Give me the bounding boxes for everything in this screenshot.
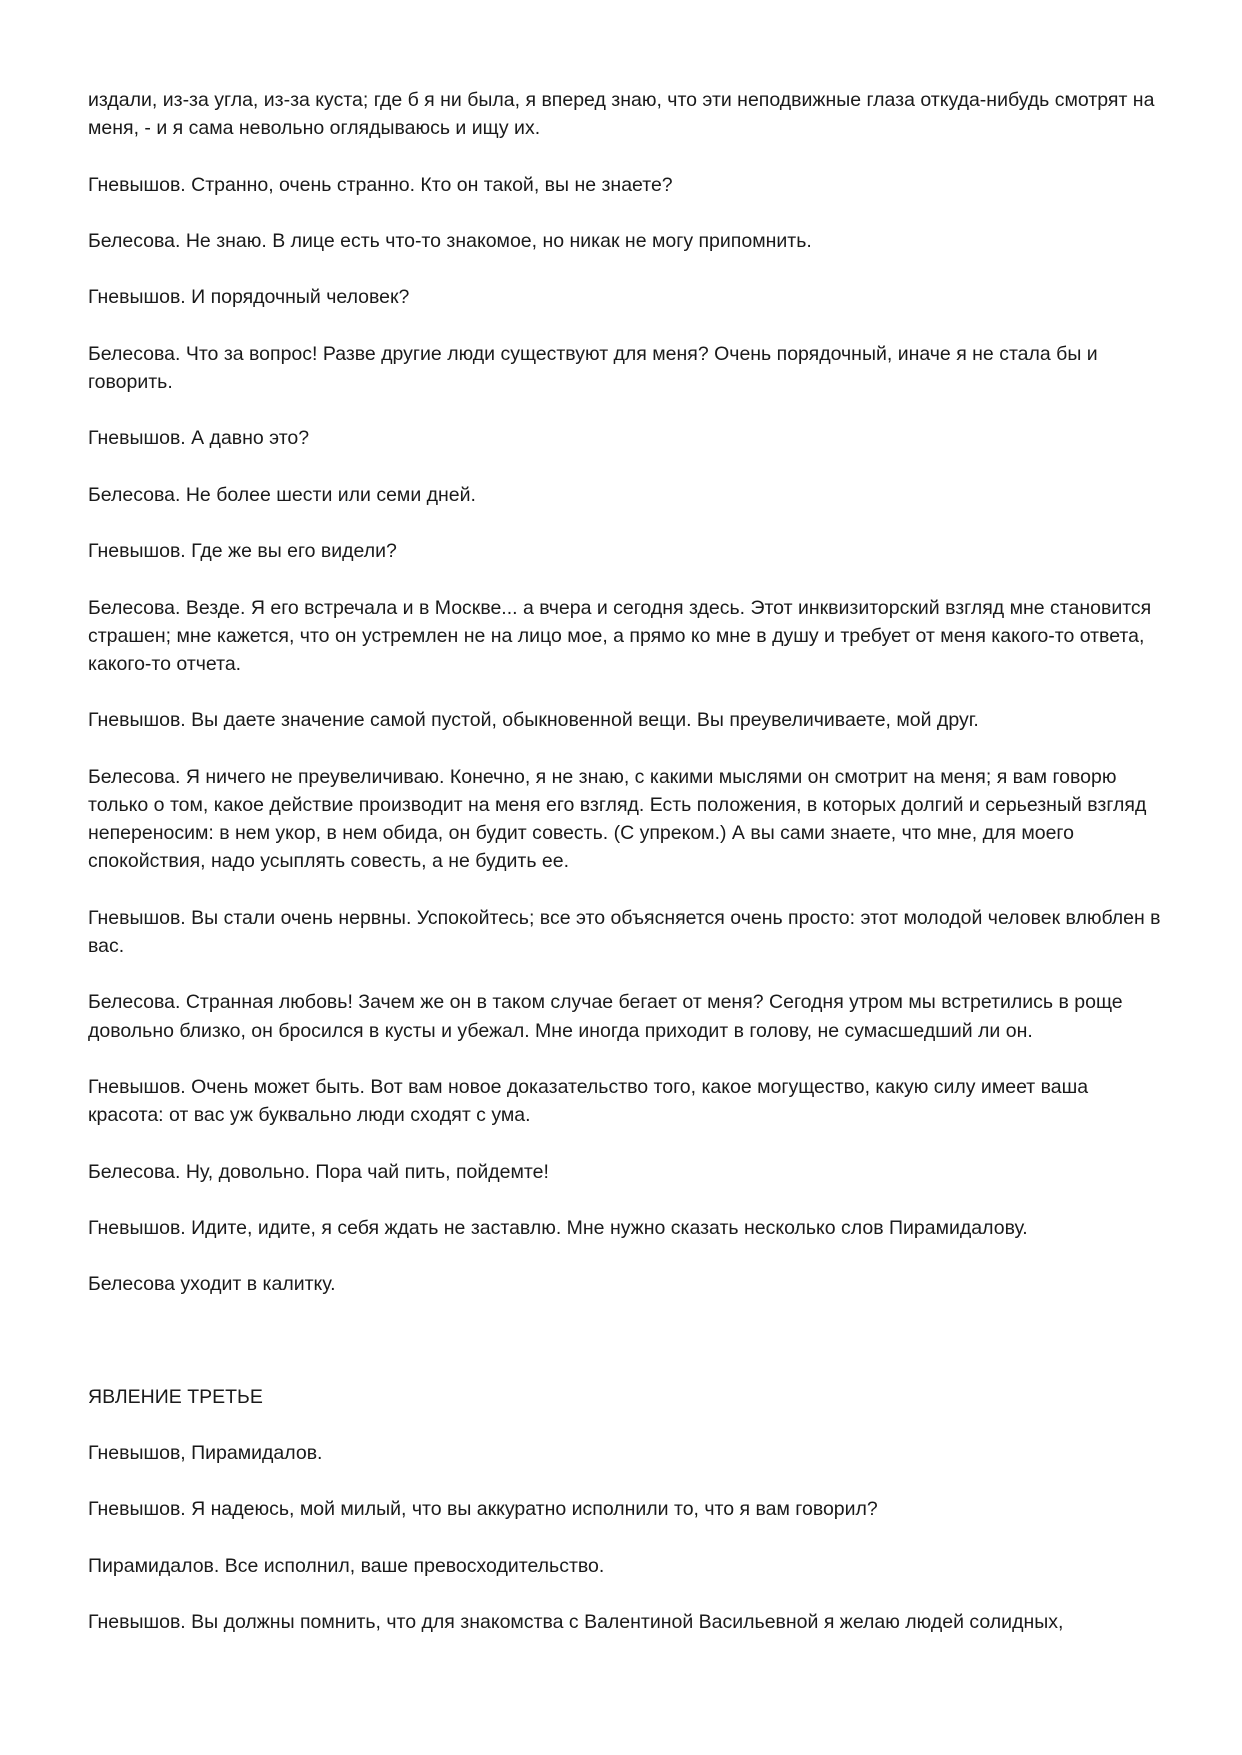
dialogue-paragraph: Белесова. Я ничего не преувеличиваю. Конечно, я не знаю, с какими мыслями он смотрит на меня; я вам говорю только о том, какое действие производит на меня его взгляд. Есть положения, в которых долгий и серьезный взгляд непереносим: в нем укор, в нем обида, он будит совесть. (С упреком.) А вы сами знаете, что мне, для моего спокойствия, надо усыплять совесть, а не будить ее.	[88, 765, 1147, 873]
dialogue-paragraph: Белесова. Не знаю. В лице есть что-то знакомое, но никак не могу припомнить.	[88, 229, 812, 252]
dialogue-paragraph: Гневышов. Очень может быть. Вот вам новое доказательство того, какое могущество, какую силу имеет ваша красота: от вас уж буквально люди сходят с ума.	[88, 1075, 1089, 1127]
character-list: Гневышов, Пирамидалов.	[88, 1442, 323, 1465]
dialogue-paragraph: Гневышов. Идите, идите, я себя ждать не заставлю. Мне нужно сказать несколько слов Пирамидалову.	[88, 1216, 1028, 1239]
dialogue-paragraph: Белесова. Ну, довольно. Пора чай пить, пойдемте!	[88, 1160, 549, 1183]
document-page	[88, 86, 1168, 1665]
dialogue-paragraph: Гневышов. Вы даете значение самой пустой, обыкновенной вещи. Вы преувеличиваете, мой друг.	[88, 709, 979, 732]
dialogue-paragraph: Гневышов. А давно это?	[88, 427, 310, 450]
dialogue-paragraph: Пирамидалов. Все исполнил, ваше превосходительство.	[88, 1554, 605, 1577]
dialogue-paragraph: Гневышов. Вы стали очень нервны. Успокойтесь; все это объясняется очень просто: этот молодой человек влюблен в вас.	[88, 906, 1161, 957]
dialogue-paragraph: Гневышов. Вы должны помнить, что для знакомства с Валентиной Васильевной я желаю людей солидных,	[88, 1611, 1064, 1634]
dialogue-paragraph: Белесова. Везде. Я его встречала и в Москве... а вчера и сегодня здесь. Этот инквизиторский взгляд мне становится страшен; мне кажется, что он устремлен не на лицо мое, а прямо ко мне в душу и требует от меня какого-то ответа, какого-то отчета.	[88, 596, 1152, 675]
dialogue-paragraph: Гневышов. Где же вы его видели?	[88, 540, 397, 563]
stage-direction: Белесова уходит в калитку.	[88, 1273, 336, 1296]
section-gap	[88, 1327, 1168, 1383]
dialogue-paragraph: Гневышов. Странно, очень странно. Кто он такой, вы не знаете?	[88, 173, 673, 196]
scene-heading: ЯВЛЕНИЕ ТРЕТЬЕ	[88, 1385, 263, 1408]
dialogue-paragraph: Гневышов. Я надеюсь, мой милый, что вы аккуратно исполнили то, что я вам говорил?	[88, 1498, 878, 1521]
paragraph-continuation: издали, из-за угла, из-за куста; где б я ни была, я вперед знаю, что эти неподвижные глаза откуда-нибудь смотрят на меня, - и я сама невольно оглядываюсь и ищу их.	[88, 89, 1155, 140]
dialogue-paragraph: Гневышов. И порядочный человек?	[88, 286, 410, 309]
dialogue-paragraph: Белесова. Что за вопрос! Разве другие люди существуют для меня? Очень порядочный, иначе я не стала бы и говорить.	[88, 342, 1098, 393]
dialogue-paragraph: Белесова. Странная любовь! Зачем же он в таком случае бегает от меня? Сегодня утром мы встретились в роще довольно близко, он бросился в кусты и убежал. Мне иногда приходит в голову, не сумасшедший ли он.	[88, 991, 1123, 1042]
dialogue-paragraph: Белесова. Не более шести или семи дней.	[88, 483, 476, 506]
